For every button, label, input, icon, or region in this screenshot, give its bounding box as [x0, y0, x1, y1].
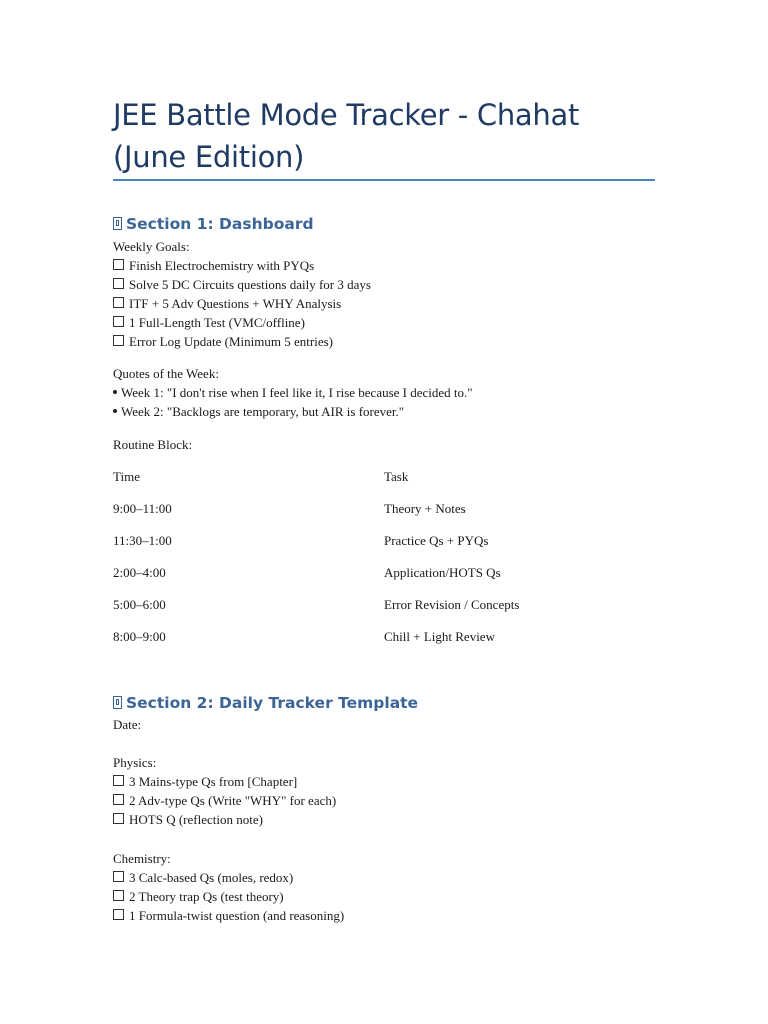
routine-task: Application/HOTS Qs [384, 565, 501, 580]
title-underline [113, 179, 655, 181]
physics-item: HOTS Q (reflection note) [113, 810, 263, 829]
quote-item: Week 1: "I don't rise when I feel like it, I rise because I decided to." [113, 383, 473, 402]
quote-item: Week 2: "Backlogs are temporary, but AIR is forever." [113, 402, 404, 421]
date-label: Date: [113, 717, 142, 732]
weekly-goal-item: Error Log Update (Minimum 5 entries) [113, 332, 333, 351]
routine-time: 11:30–1:00 [113, 533, 172, 548]
checkbox[interactable] [113, 794, 124, 805]
chemistry-item: 2 Theory trap Qs (test theory) [113, 887, 284, 906]
section-1-heading [113, 214, 314, 234]
routine-task: Theory + Notes [384, 501, 466, 516]
routine-time: 2:00–4:00 [113, 565, 166, 580]
routine-header-task: Task [384, 469, 409, 484]
routine-time: 8:00–9:00 [113, 629, 166, 644]
weekly-goals-label: Weekly Goals: [113, 239, 190, 254]
document-page [113, 0, 658, 1024]
routine-task: Error Revision / Concepts [384, 597, 520, 612]
checkbox[interactable] [113, 813, 124, 824]
physics-item: 3 Mains-type Qs from [Chapter] [113, 772, 297, 791]
physics-label: Physics: [113, 755, 157, 770]
checkbox[interactable] [113, 871, 124, 882]
routine-header-time: Time [113, 469, 140, 484]
checkbox[interactable] [113, 297, 124, 308]
weekly-goal-item: 1 Full-Length Test (VMC/offline) [113, 313, 305, 332]
checkbox[interactable] [113, 335, 124, 346]
bullet-icon [113, 409, 117, 413]
routine-label: Routine Block: [113, 437, 193, 452]
weekly-goal-item: ITF + 5 Adv Questions + WHY Analysis [113, 294, 341, 313]
section-2-heading [113, 693, 418, 713]
quotes-label: Quotes of the Week: [113, 366, 219, 381]
weekly-goal-item: Finish Electrochemistry with PYQs [113, 256, 314, 275]
routine-task: Chill + Light Review [384, 629, 495, 644]
chemistry-item: 1 Formula-twist question (and reasoning) [113, 906, 344, 925]
physics-item: 2 Adv-type Qs (Write "WHY" for each) [113, 791, 336, 810]
checkbox[interactable] [113, 890, 124, 901]
checkbox[interactable] [113, 909, 124, 920]
document-title: JEE Battle Mode Tracker - Chahat (June Edition) [113, 98, 580, 174]
bullet-icon [113, 390, 117, 394]
checkbox[interactable] [113, 278, 124, 289]
chemistry-label: Chemistry: [113, 851, 171, 866]
dashboard-icon [113, 217, 122, 230]
routine-task: Practice Qs + PYQs [384, 533, 489, 548]
routine-time: 5:00–6:00 [113, 597, 166, 612]
section-2-heading-text: Section 2: Daily Tracker Template [126, 694, 419, 712]
section-1-heading-text: Section 1: Dashboard [126, 215, 314, 233]
calendar-icon [113, 696, 122, 709]
checkbox[interactable] [113, 259, 124, 270]
checkbox[interactable] [113, 316, 124, 327]
routine-time: 9:00–11:00 [113, 501, 172, 516]
weekly-goal-item: Solve 5 DC Circuits questions daily for 3 days [113, 275, 371, 294]
checkbox[interactable] [113, 775, 124, 786]
chemistry-item: 3 Calc-based Qs (moles, redox) [113, 868, 293, 887]
